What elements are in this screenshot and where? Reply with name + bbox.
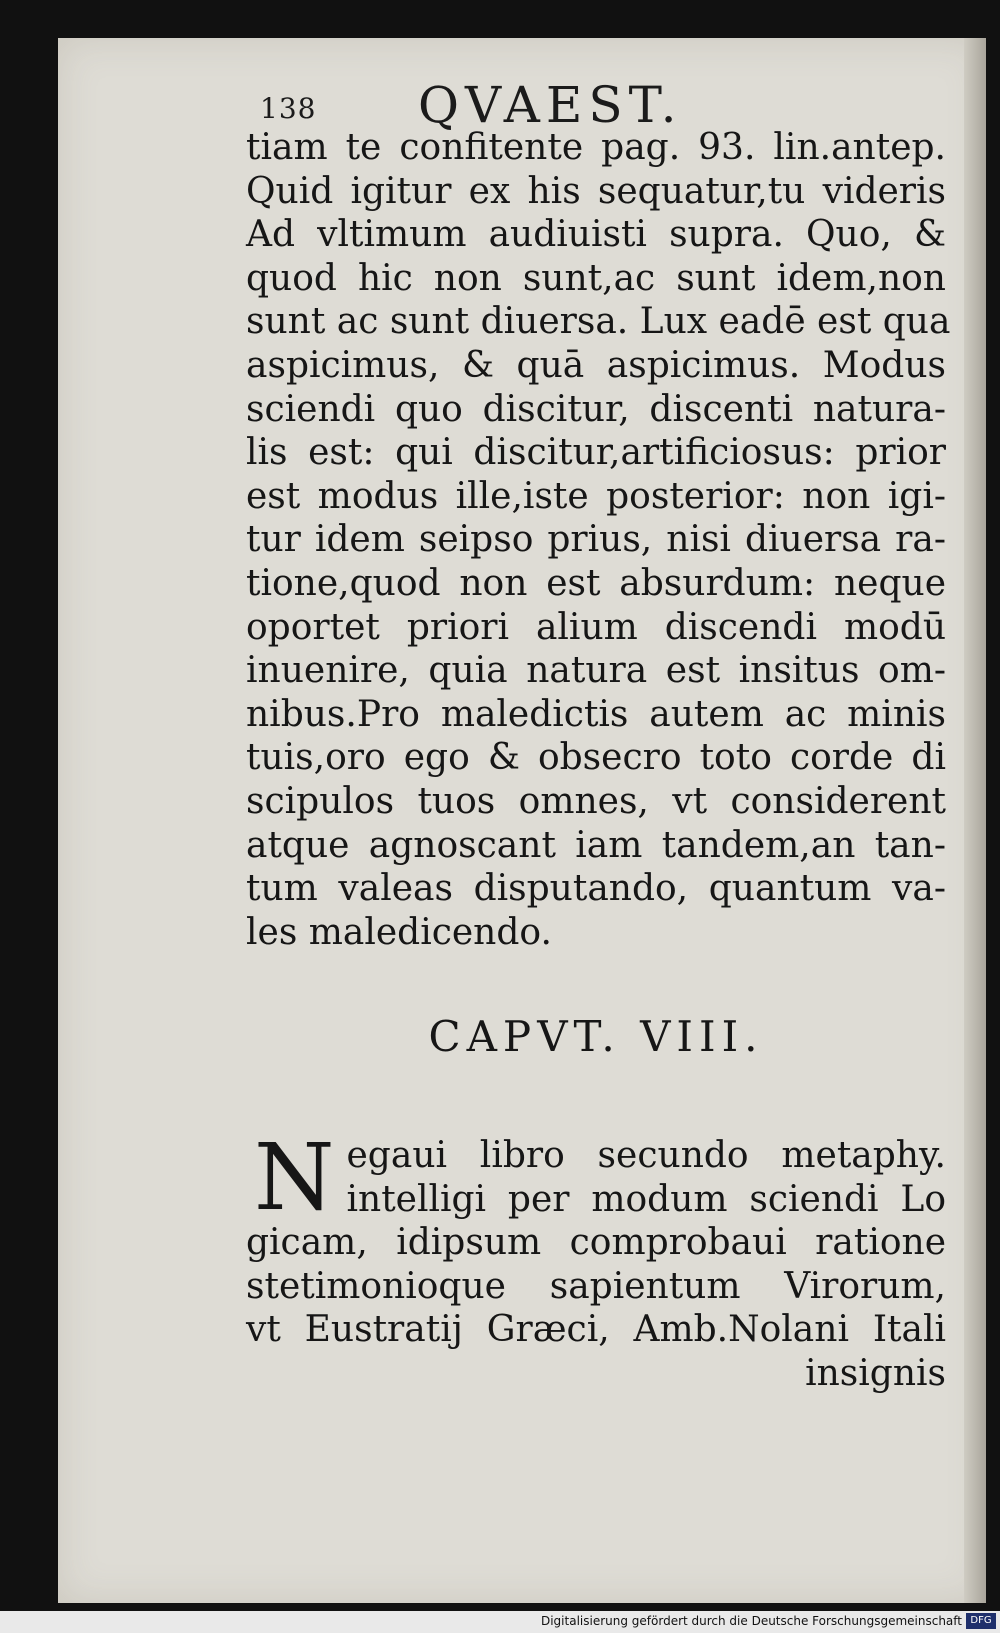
- text-line: les maledicendo.: [246, 911, 552, 953]
- text-line: nibus.Pro maledictis autem ac minis: [246, 693, 946, 735]
- text-line: aspicimus, & quā aspicimus. Modus: [246, 344, 946, 386]
- text-line: Quid igitur ex his sequatur,tu videris: [246, 170, 946, 212]
- text-line: quod hic non sunt,ac sunt idem,non: [246, 257, 946, 299]
- text-line: tum valeas disputando, quantum va-: [246, 868, 946, 910]
- text-line: intelligi per modum sciendi Lo: [346, 1178, 946, 1220]
- catchword: insignis: [805, 1352, 946, 1394]
- text-line: scipulos tuos omnes, vt considerent: [246, 780, 946, 822]
- drop-capital: N: [254, 1124, 335, 1231]
- text-line: sciendi quo discitur, discenti natura-: [246, 388, 946, 430]
- section-title: QVAEST.: [418, 76, 683, 134]
- chapter-heading: CAPVT. VIII.: [428, 1012, 764, 1061]
- text-line: stetimonioque sapientum Virorum,: [246, 1265, 946, 1307]
- body-text: [246, 126, 951, 954]
- text-line: sunt ac sunt diuersa. Lux eadē est qua: [246, 301, 951, 343]
- page-gutter: [964, 38, 986, 1603]
- footer-bar: [0, 1611, 1000, 1633]
- text-line: egaui libro secundo metaphy.: [346, 1135, 946, 1176]
- text-line: vt Eustratij Græci, Amb.Nolani Itali: [246, 1309, 946, 1351]
- text-line: oportet priori alium discendi modū: [246, 606, 946, 648]
- text-line: gicam, idipsum comprobaui ratione: [246, 1222, 946, 1264]
- text-line: tione,quod non est absurdum: neque: [246, 562, 946, 604]
- page-number: 138: [260, 92, 317, 125]
- text-line: atque agnoscant iam tandem,an tan-: [246, 824, 946, 866]
- text-line: tuis,oro ego & obsecro toto corde di: [246, 737, 946, 779]
- running-head: [260, 76, 760, 132]
- text-line: inuenire, quia natura est insitus om-: [246, 650, 946, 692]
- text-line: Ad vltimum audiuisti supra. Quo, &: [246, 214, 946, 256]
- chapter-text: [246, 1124, 946, 1396]
- text-line: tiam te confitente pag. 93. lin.antep.: [246, 127, 946, 168]
- funding-notice: Digitalisierung gefördert durch die Deutsche Forschungsgemeinschaft: [540, 1614, 962, 1628]
- text-line: tur idem seipso prius, nisi diuersa ra-: [246, 519, 946, 561]
- text-line: lis est: qui discitur,artificiosus: prior: [246, 432, 946, 474]
- dfg-logo: DFG: [966, 1613, 996, 1629]
- text-line: est modus ille,iste posterior: non igi-: [246, 475, 946, 517]
